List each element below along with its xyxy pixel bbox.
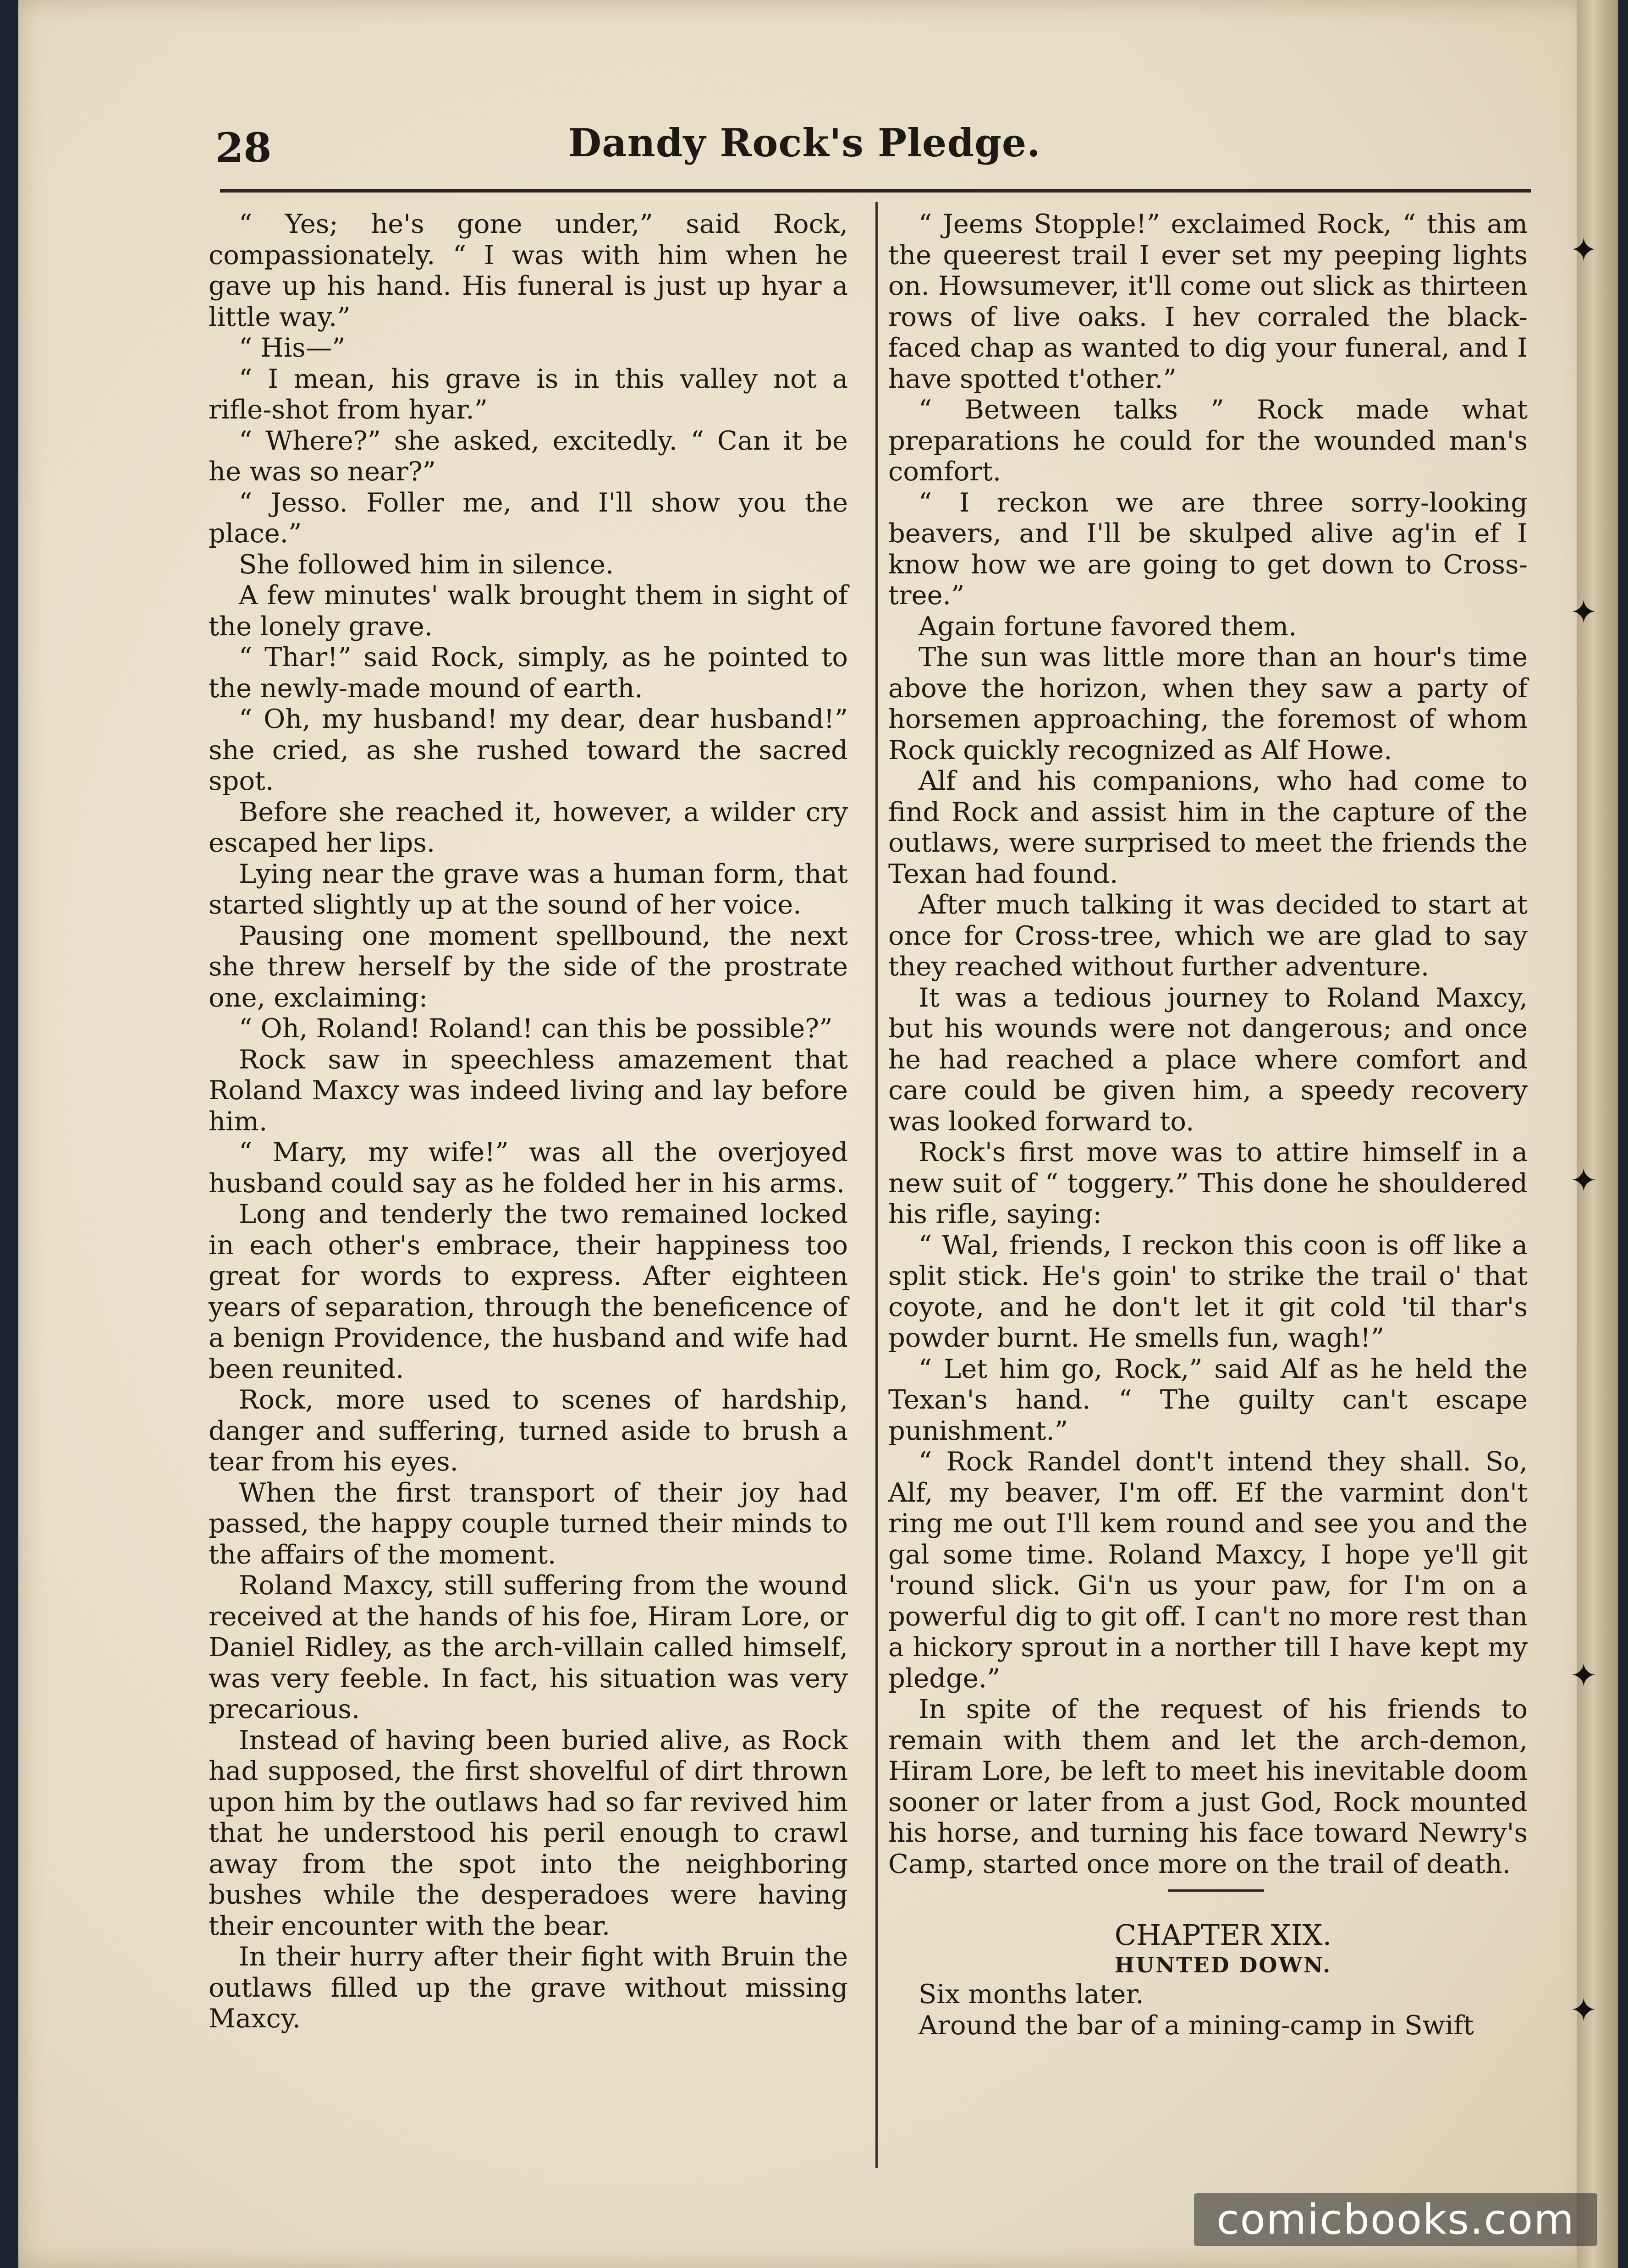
paragraph: Instead of having been buried alive, as Rock had supposed, the first shovelful of dirt thrown upon him by the outlaws had so far revived him that he understood his peril enough to crawl away from the spot into the neighboring bushes while the desperadoes were having their encounter with the bear. bbox=[209, 1724, 848, 1941]
paragraph: Six months later. bbox=[918, 1979, 1144, 2009]
paragraph: Around the bar of a mining-camp in Swift bbox=[918, 2009, 1474, 2041]
page-number: 28 bbox=[215, 124, 272, 171]
paragraph: She followed him in silence. bbox=[239, 549, 614, 580]
watermark-link[interactable]: comicbooks.com bbox=[1194, 2193, 1597, 2246]
paragraph: “ His—” bbox=[239, 332, 346, 363]
paragraph: “ Rock Randel dont't intend they shall. So, Alf, my beaver, I'm off. Ef the varmint don't ring me out I'll kem round and see you and the gal some time. Roland Maxcy, I hope ye'll git 'round slick. Gi'n us your paw, for I'm on a powerful dig to git off. I can't no more rest than a hickory sprout in a norther till I have kept my pledge.” bbox=[888, 1446, 1528, 1694]
paragraph: Pausing one moment spellbound, the next she threw herself by the side of the prostrate one, exclaiming: bbox=[209, 920, 848, 1013]
paragraph: “ Jesso. Foller me, and I'll show you the place.” bbox=[209, 487, 848, 549]
magazine-page bbox=[18, 0, 1590, 2268]
paragraph: In their hurry after their fight with Bruin the outlaws filled up the grave without missing Maxcy. bbox=[209, 1941, 848, 2034]
paragraph: Before she reached it, however, a wilder cry escaped her lips. bbox=[209, 796, 848, 858]
paragraph: When the first transport of their joy had passed, the happy couple turned their minds to the affairs of the moment. bbox=[209, 1477, 848, 1570]
paragraph: “ Oh, my husband! my dear, dear husband!” she cried, as she rushed toward the sacred spot. bbox=[209, 704, 848, 796]
paragraph: Long and tenderly the two remained locked in each other's embrace, their happiness too great for words to express. After eighteen years of separation, through the beneficence of a benign Providence, the husband and wife had been reunited. bbox=[209, 1199, 848, 1384]
left-column bbox=[209, 209, 848, 2034]
paragraph: Roland Maxcy, still suffering from the wound received at the hands of his foe, Hiram Lore, or Daniel Ridley, as the arch-villain called himself, was very feeble. In fact, his situation was very precarious. bbox=[209, 1570, 848, 1724]
paragraph: “ Let him go, Rock,” said Alf as he held the Texan's hand. “ The guilty can't escape punishment.” bbox=[888, 1353, 1528, 1446]
page-binding-edge bbox=[1577, 0, 1618, 2268]
paragraph: Alf and his companions, who had come to find Rock and assist him in the capture of the outlaws, were surprised to meet the friends the Texan had found. bbox=[888, 765, 1528, 889]
paragraph: A few minutes' walk brought them in sight of the lonely grave. bbox=[209, 580, 848, 642]
paragraph: Rock saw in speechless amazement that Roland Maxcy was indeed living and lay before him. bbox=[209, 1044, 848, 1137]
paragraph: “ Thar!” said Rock, simply, as he pointed to the newly-made mound of earth. bbox=[209, 642, 848, 704]
header-rule bbox=[220, 189, 1531, 193]
binding-hole-icon: ✦ bbox=[1570, 1656, 1598, 1695]
binding-hole-icon: ✦ bbox=[1570, 1991, 1598, 2029]
binding-hole-icon: ✦ bbox=[1570, 1161, 1598, 1200]
paragraph: “ Where?” she asked, excitedly. “ Can it be he was so near?” bbox=[209, 425, 848, 487]
binding-hole-icon: ✦ bbox=[1570, 231, 1598, 269]
page-header-title: Dandy Rock's Pledge. bbox=[568, 120, 1041, 165]
paragraph: “ Between talks ” Rock made what preparations he could for the wounded man's comfort. bbox=[888, 394, 1528, 487]
paragraph: “ Yes; he's gone under,” said Rock, compassionately. “ I was with him when he gave up his hand. His funeral is just up hyar a little way.” bbox=[209, 209, 848, 332]
chapter-title: CHAPTER XIX. bbox=[1114, 1918, 1332, 1952]
binding-hole-icon: ✦ bbox=[1570, 593, 1598, 631]
paragraph: In spite of the request of his friends to remain with them and let the arch-demon, Hiram Lore, be left to meet his inevitable doom sooner or later from a just God, Rock mounted his horse, and turning his face toward Newry's Camp, started once more on the trail of death. bbox=[888, 1694, 1528, 1879]
paragraph: Rock's first move was to attire himself in a new suit of “ toggery.” This done he shouldered his rifle, saying: bbox=[888, 1137, 1528, 1229]
paragraph: Lying near the grave was a human form, that started slightly up at the sound of her voice. bbox=[209, 858, 848, 920]
section-rule bbox=[1168, 1889, 1264, 1892]
paragraph: It was a tedious journey to Roland Maxcy, but his wounds were not dangerous; and once he had reached a place where comfort and care could be given him, a speedy recovery was looked forward to. bbox=[888, 982, 1528, 1137]
paragraph: The sun was little more than an hour's time above the horizon, when they saw a party of horsemen approaching, the foremost of whom Rock quickly recognized as Alf Howe. bbox=[888, 642, 1528, 765]
paragraph: “ Jeems Stopple!” exclaimed Rock, “ this am the queerest trail I ever set my peeping lights on. Howsumever, it'll come out slick as thirteen rows of live oaks. I hev corraled the black-faced chap as wanted to dig your funeral, and I have spotted t'other.” bbox=[888, 209, 1528, 394]
right-column bbox=[888, 209, 1528, 2041]
paragraph: “ I reckon we are three sorry-looking beavers, and I'll be skulped alive ag'in ef I know how we are going to get down to Cross-tree.” bbox=[888, 487, 1528, 611]
paragraph: Rock, more used to scenes of hardship, danger and suffering, turned aside to brush a tear from his eyes. bbox=[209, 1384, 848, 1477]
paragraph: “ Oh, Roland! Roland! can this be possible?” bbox=[239, 1013, 833, 1044]
paragraph: “ Mary, my wife!” was all the overjoyed husband could say as he folded her in his arms. bbox=[209, 1137, 848, 1199]
paragraph: After much talking it was decided to start at once for Cross-tree, which we are glad to say they reached without further adventure. bbox=[888, 889, 1528, 982]
paragraph: “ Wal, friends, I reckon this coon is off like a split stick. He's goin' to strike the trail o' that coyote, and he don't let it git cold 'til thar's powder burnt. He smells fun, wagh!” bbox=[888, 1229, 1528, 1353]
paragraph: “ I mean, his grave is in this valley not a rifle-shot from hyar.” bbox=[209, 363, 848, 425]
column-divider bbox=[875, 202, 878, 2168]
paragraph: Again fortune favored them. bbox=[918, 611, 1297, 642]
chapter-subtitle: HUNTED DOWN. bbox=[1114, 1953, 1332, 1977]
